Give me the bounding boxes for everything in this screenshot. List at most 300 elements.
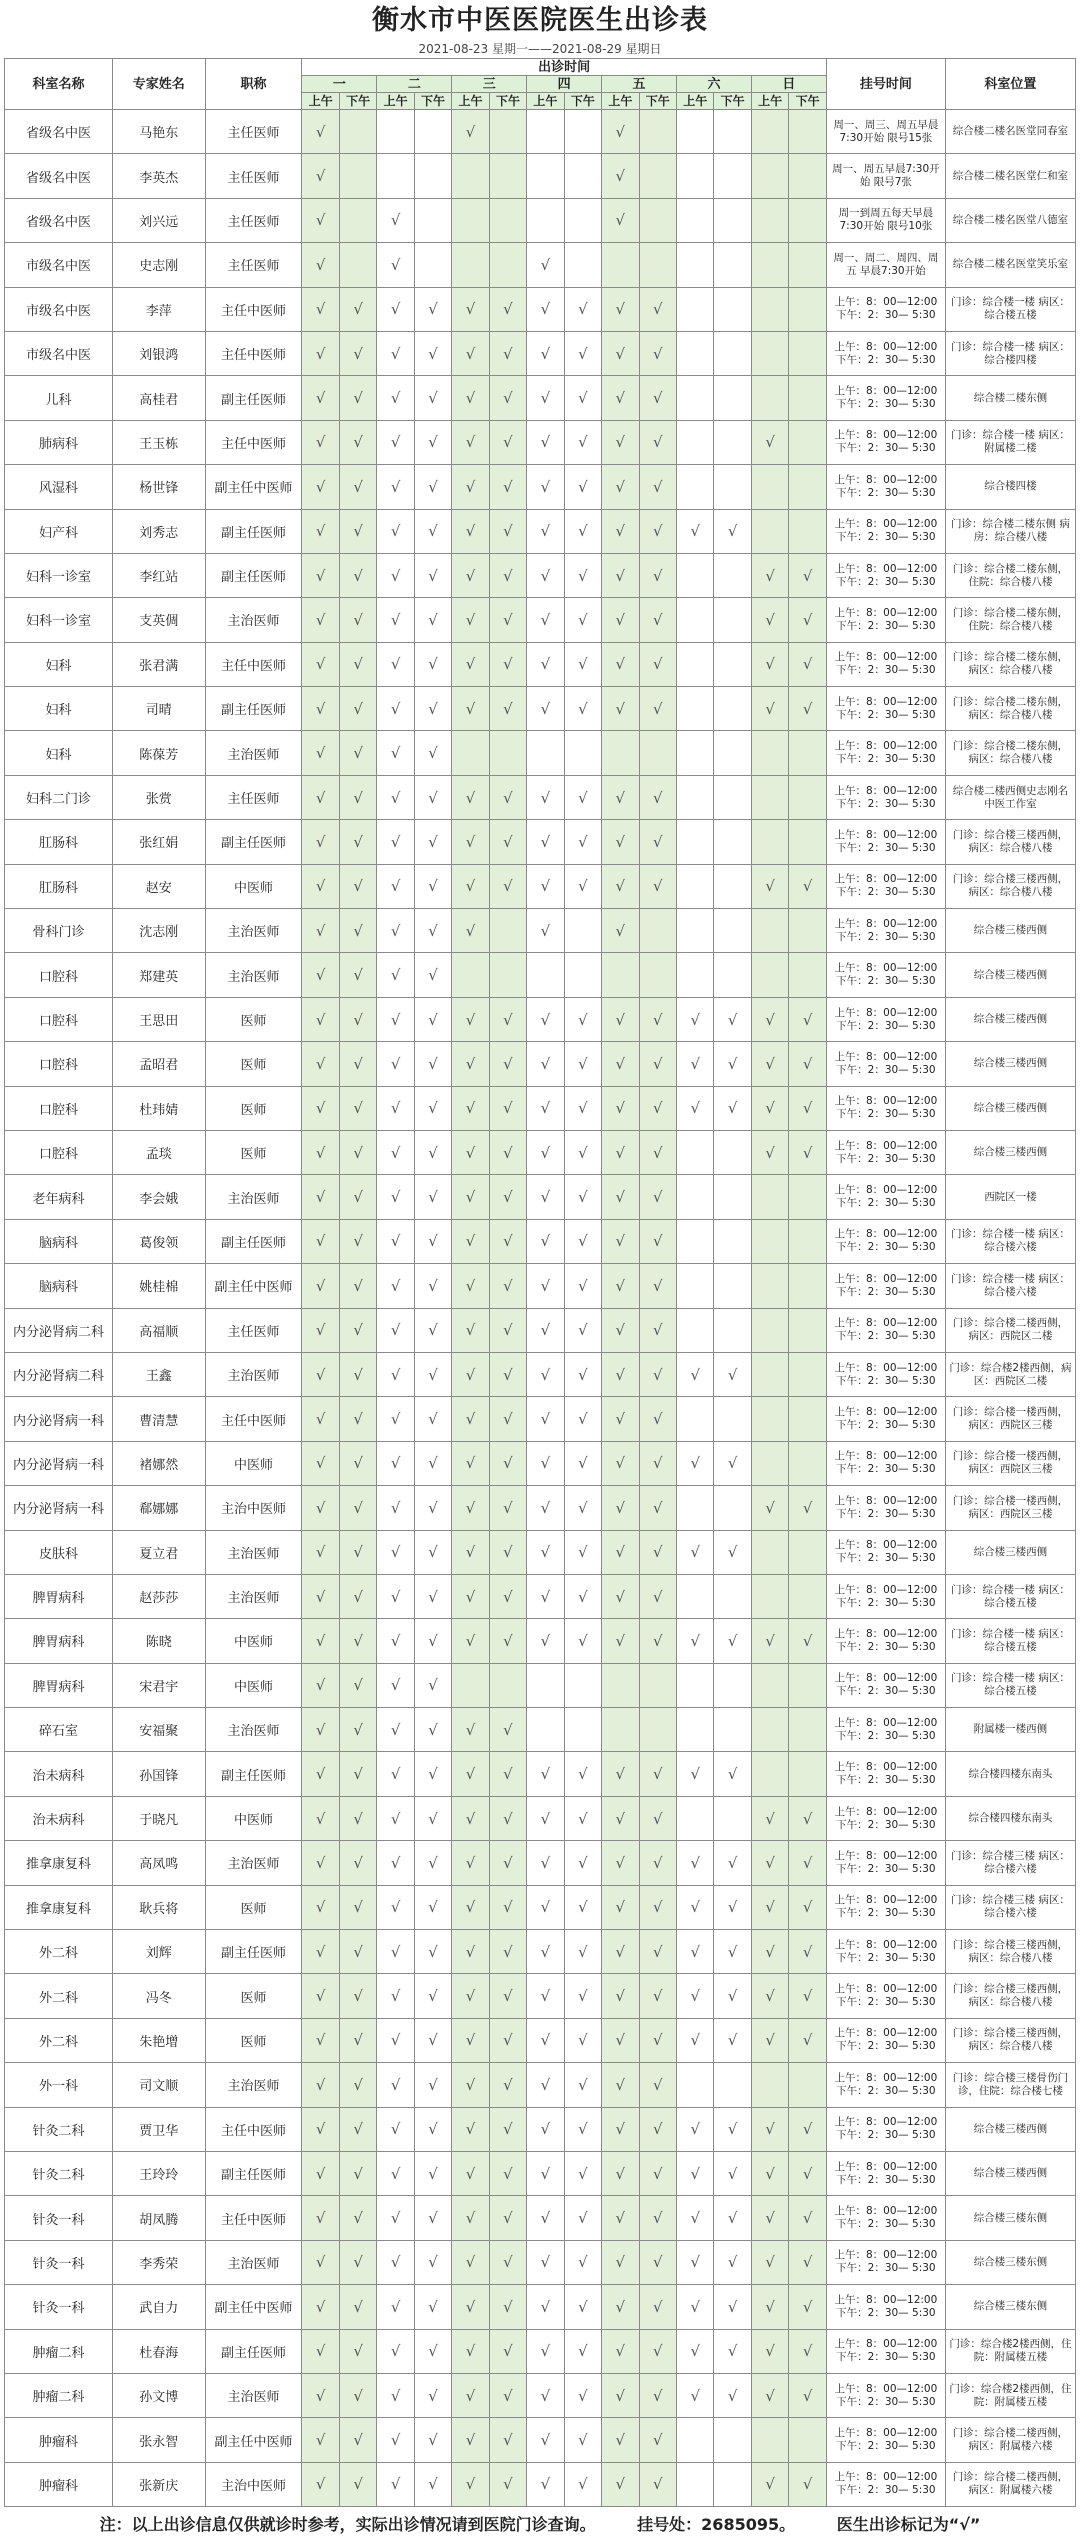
slot-cell [714,2063,751,2107]
check-mark: √ [527,1086,564,1130]
doctor-name-cell: 司文顺 [112,2063,205,2107]
table-row [5,1042,1076,1086]
slot-cell [714,287,751,331]
check-mark: √ [302,1752,339,1796]
table-row [5,2462,1076,2506]
slot-cell [789,509,827,553]
slot-cell [677,687,714,731]
morning-header: 上午 [452,93,489,110]
check-mark: √ [639,1486,676,1530]
check-mark: √ [527,1796,564,1840]
slot-cell [714,1130,751,1174]
slot-cell [714,198,751,242]
check-mark: √ [677,1441,714,1485]
slot-cell [677,420,714,464]
check-mark: √ [452,687,489,731]
check-mark: √ [564,1352,601,1396]
check-mark: √ [452,775,489,819]
table-row [5,687,1076,731]
check-mark: √ [339,820,376,864]
rank-cell: 副主任医师 [205,2151,302,2195]
check-mark: √ [452,1441,489,1485]
rank-cell: 主任医师 [205,198,302,242]
check-mark: √ [452,509,489,553]
check-mark: √ [489,2018,526,2062]
slot-cell [677,553,714,597]
check-mark: √ [527,775,564,819]
check-mark: √ [602,687,639,731]
check-mark: √ [452,1175,489,1219]
reg-time-cell: 上午：8：00—12:00 下午：2：30— 5:30 [826,1974,945,2018]
check-mark: √ [564,598,601,642]
slot-cell [714,331,751,375]
check-mark: √ [339,2018,376,2062]
rank-cell: 主任中医师 [205,1397,302,1441]
doctor-name-cell: 高桂君 [112,376,205,420]
check-mark: √ [489,2462,526,2506]
location-cell: 综合楼二楼东侧 [945,376,1075,420]
slot-cell [751,1397,788,1441]
slot-cell [714,2418,751,2462]
check-mark: √ [339,1486,376,1530]
dept-cell: 针灸一科 [5,2240,113,2284]
check-mark: √ [339,1308,376,1352]
location-cell: 综合楼二楼名医堂笑乐室 [945,243,1075,287]
dept-cell: 脾胃病科 [5,1574,113,1618]
rank-cell: 主任医师 [205,775,302,819]
slot-cell [677,953,714,997]
check-mark: √ [377,642,414,686]
check-mark: √ [302,2107,339,2151]
check-mark: √ [452,2373,489,2417]
doctor-name-cell: 武自力 [112,2285,205,2329]
check-mark: √ [302,953,339,997]
check-mark: √ [452,1219,489,1263]
dept-cell: 内分泌肾病一科 [5,1441,113,1485]
check-mark: √ [414,2196,451,2240]
check-mark: √ [751,2285,788,2329]
check-mark: √ [414,376,451,420]
doctor-name-cell: 支英倜 [112,598,205,642]
slot-cell [564,154,601,198]
check-mark: √ [751,1130,788,1174]
check-mark: √ [414,2063,451,2107]
check-mark: √ [639,2240,676,2284]
check-mark: √ [302,1619,339,1663]
check-mark: √ [602,376,639,420]
check-mark: √ [564,2063,601,2107]
dept-cell: 外一科 [5,2063,113,2107]
check-mark: √ [602,1841,639,1885]
check-mark: √ [489,2196,526,2240]
location-cell: 门诊：综合楼2楼西侧，病区：西院区二楼 [945,1352,1075,1396]
doctor-name-cell: 宋君宇 [112,1663,205,1707]
slot-cell [751,509,788,553]
check-mark: √ [527,2418,564,2462]
check-mark: √ [452,1264,489,1308]
slot-cell [677,820,714,864]
check-mark: √ [414,1219,451,1263]
check-mark: √ [677,2373,714,2417]
check-mark: √ [527,1130,564,1174]
check-mark: √ [452,331,489,375]
doctor-name-cell: 高凤鸣 [112,1841,205,1885]
slot-cell [751,775,788,819]
table-row [5,1397,1076,1441]
slot-cell [639,243,676,287]
slot-cell [527,953,564,997]
check-mark: √ [377,2151,414,2195]
slot-cell [714,376,751,420]
rank-cell: 主任中医师 [205,287,302,331]
check-mark: √ [377,1264,414,1308]
check-mark: √ [639,1042,676,1086]
slot-cell [751,110,788,154]
check-mark: √ [414,2285,451,2329]
reg-time-cell: 上午：8：00—12:00 下午：2：30— 5:30 [826,775,945,819]
doctor-name-cell: 杜春海 [112,2329,205,2373]
check-mark: √ [527,1441,564,1485]
table-row [5,775,1076,819]
check-mark: √ [302,1841,339,1885]
check-mark: √ [564,509,601,553]
slot-cell [677,1574,714,1618]
check-mark: √ [377,198,414,242]
doctor-name-cell: 曹清慧 [112,1397,205,1441]
doctor-name-cell: 孙文博 [112,2373,205,2417]
check-mark: √ [714,1086,751,1130]
dept-cell: 治未病科 [5,1752,113,1796]
check-mark: √ [377,2240,414,2284]
doctor-name-cell: 沈志刚 [112,909,205,953]
check-mark: √ [489,1219,526,1263]
check-mark: √ [489,2240,526,2284]
location-cell: 门诊：综合楼三楼 病区：综合楼六楼 [945,1885,1075,1929]
check-mark: √ [751,598,788,642]
reg-time-cell: 上午：8：00—12:00 下午：2：30— 5:30 [826,1885,945,1929]
slot-cell [789,1219,827,1263]
check-mark: √ [302,2018,339,2062]
reg-time-cell: 上午：8：00—12:00 下午：2：30— 5:30 [826,1352,945,1396]
check-mark: √ [452,1841,489,1885]
rank-cell: 中医师 [205,1619,302,1663]
check-mark: √ [677,1841,714,1885]
table-row [5,642,1076,686]
check-mark: √ [414,1841,451,1885]
rank-cell: 主治医师 [205,1708,302,1752]
slot-cell [677,154,714,198]
rank-cell: 主治医师 [205,953,302,997]
doctor-name-cell: 郑建英 [112,953,205,997]
slot-cell [602,243,639,287]
check-mark: √ [564,1130,601,1174]
check-mark: √ [452,1486,489,1530]
check-mark: √ [602,1752,639,1796]
check-mark: √ [339,1752,376,1796]
check-mark: √ [602,2018,639,2062]
doctor-name-cell: 葛俊领 [112,1219,205,1263]
reg-time-cell: 上午：8：00—12:00 下午：2：30— 5:30 [826,1796,945,1840]
check-mark: √ [414,1308,451,1352]
check-mark: √ [714,2329,751,2373]
check-mark: √ [377,2107,414,2151]
slot-cell [677,376,714,420]
table-row [5,1486,1076,1530]
check-mark: √ [751,420,788,464]
check-mark: √ [377,1175,414,1219]
rank-cell: 医师 [205,1086,302,1130]
check-mark: √ [639,1308,676,1352]
location-cell: 综合楼二楼西侧史志刚名中医工作室 [945,775,1075,819]
check-mark: √ [377,2018,414,2062]
rank-cell: 主治医师 [205,2373,302,2417]
slot-cell [789,1574,827,1618]
location-cell: 综合楼三楼西侧 [945,2107,1075,2151]
check-mark: √ [527,2240,564,2284]
check-mark: √ [527,2107,564,2151]
day-header: 一 [302,76,377,93]
slot-cell [789,420,827,464]
slot-cell [452,953,489,997]
check-mark: √ [602,2373,639,2417]
dept-cell: 省级名中医 [5,154,113,198]
dept-cell: 老年病科 [5,1175,113,1219]
check-mark: √ [639,1796,676,1840]
check-mark: √ [751,553,788,597]
check-mark: √ [414,1441,451,1485]
check-mark: √ [452,642,489,686]
check-mark: √ [302,2418,339,2462]
dept-cell: 推拿康复科 [5,1885,113,1929]
slot-cell [714,953,751,997]
check-mark: √ [377,775,414,819]
check-mark: √ [602,331,639,375]
check-mark: √ [489,1352,526,1396]
check-mark: √ [789,1885,827,1929]
slot-cell [789,2063,827,2107]
check-mark: √ [602,420,639,464]
check-mark: √ [489,1796,526,1840]
table-row [5,953,1076,997]
check-mark: √ [452,1397,489,1441]
check-mark: √ [489,331,526,375]
check-mark: √ [677,2329,714,2373]
check-mark: √ [452,2285,489,2329]
check-mark: √ [714,1619,751,1663]
slot-cell [677,331,714,375]
dept-cell: 脑病科 [5,1219,113,1263]
reg-time-cell: 上午：8：00—12:00 下午：2：30— 5:30 [826,2063,945,2107]
check-mark: √ [677,2018,714,2062]
slot-cell [414,243,451,287]
check-mark: √ [527,509,564,553]
location-cell: 门诊：综合楼三楼 病区：综合楼六楼 [945,1841,1075,1885]
rank-cell: 主治中医师 [205,1486,302,1530]
check-mark: √ [751,1885,788,1929]
check-mark: √ [452,1574,489,1618]
slot-cell [751,820,788,864]
check-mark: √ [339,1619,376,1663]
afternoon-header: 下午 [714,93,751,110]
check-mark: √ [377,1308,414,1352]
check-mark: √ [339,1663,376,1707]
slot-cell [677,775,714,819]
doctor-name-cell: 陈葆芳 [112,731,205,775]
slot-cell [564,110,601,154]
slot-cell [714,1219,751,1263]
dept-cell: 针灸一科 [5,2285,113,2329]
check-mark: √ [564,820,601,864]
check-mark: √ [602,642,639,686]
check-mark: √ [751,2240,788,2284]
check-mark: √ [414,1619,451,1663]
table-row [5,864,1076,908]
header-dept: 科室名称 [5,59,113,110]
check-mark: √ [714,2240,751,2284]
check-mark: √ [527,1175,564,1219]
slot-cell [751,154,788,198]
location-cell: 门诊：综合楼一楼 病区：综合楼四楼 [945,331,1075,375]
check-mark: √ [339,909,376,953]
check-mark: √ [377,1219,414,1263]
slot-cell [751,1175,788,1219]
check-mark: √ [302,864,339,908]
check-mark: √ [339,1042,376,1086]
rank-cell: 医师 [205,997,302,1041]
check-mark: √ [639,2151,676,2195]
table-row [5,1841,1076,1885]
slot-cell [677,731,714,775]
table-row [5,1708,1076,1752]
check-mark: √ [527,2018,564,2062]
table-row [5,1974,1076,2018]
check-mark: √ [602,598,639,642]
check-mark: √ [789,1796,827,1840]
check-mark: √ [564,2196,601,2240]
dept-cell: 风湿科 [5,465,113,509]
dept-cell: 口腔科 [5,1086,113,1130]
slot-cell [789,1530,827,1574]
check-mark: √ [789,2151,827,2195]
doctor-name-cell: 王玲玲 [112,2151,205,2195]
check-mark: √ [564,1042,601,1086]
location-cell: 门诊：综合楼二楼东侧，住院：综合楼八楼 [945,553,1075,597]
check-mark: √ [527,2196,564,2240]
check-mark: √ [527,1885,564,1929]
slot-cell [751,1219,788,1263]
reg-time-cell: 上午：8：00—12:00 下午：2：30— 5:30 [826,642,945,686]
slot-cell [714,243,751,287]
check-mark: √ [639,331,676,375]
check-mark: √ [414,909,451,953]
slot-cell [677,1486,714,1530]
slot-cell [339,154,376,198]
slot-cell [789,820,827,864]
check-mark: √ [639,775,676,819]
dept-cell: 妇科 [5,642,113,686]
dept-cell: 脾胃病科 [5,1663,113,1707]
check-mark: √ [677,1974,714,2018]
slot-cell [677,1175,714,1219]
check-mark: √ [414,1974,451,2018]
check-mark: √ [602,2329,639,2373]
check-mark: √ [302,1796,339,1840]
check-mark: √ [527,2373,564,2417]
slot-cell [602,1708,639,1752]
slot-cell [339,243,376,287]
slot-cell [564,243,601,287]
check-mark: √ [564,553,601,597]
check-mark: √ [602,2240,639,2284]
location-cell: 附属楼一楼西侧 [945,1708,1075,1752]
check-mark: √ [527,909,564,953]
check-mark: √ [377,687,414,731]
check-mark: √ [414,1130,451,1174]
location-cell: 门诊：综合楼三楼骨伤门诊，住院：综合楼七楼 [945,2063,1075,2107]
check-mark: √ [339,2063,376,2107]
dept-cell: 外二科 [5,1974,113,2018]
check-mark: √ [414,2462,451,2506]
check-mark: √ [602,1486,639,1530]
check-mark: √ [751,1086,788,1130]
check-mark: √ [377,2373,414,2417]
check-mark: √ [527,331,564,375]
slot-cell [789,909,827,953]
check-mark: √ [602,2151,639,2195]
check-mark: √ [339,1885,376,1929]
slot-cell [489,953,526,997]
location-cell: 门诊：综合楼2楼西侧，住院：附属楼五楼 [945,2373,1075,2417]
check-mark: √ [452,2196,489,2240]
reg-time-cell: 上午：8：00—12:00 下午：2：30— 5:30 [826,1308,945,1352]
dept-cell: 针灸一科 [5,2196,113,2240]
dept-cell: 肛肠科 [5,864,113,908]
doctor-name-cell: 张红娟 [112,820,205,864]
reg-time-cell: 上午：8：00—12:00 下午：2：30— 5:30 [826,687,945,731]
check-mark: √ [339,864,376,908]
check-mark: √ [639,376,676,420]
slot-cell [751,1352,788,1396]
check-mark: √ [489,864,526,908]
check-mark: √ [602,1796,639,1840]
reg-time-cell: 上午：8：00—12:00 下午：2：30— 5:30 [826,1130,945,1174]
table-row [5,110,1076,154]
reg-time-cell: 上午：8：00—12:00 下午：2：30— 5:30 [826,953,945,997]
check-mark: √ [564,775,601,819]
table-row [5,2373,1076,2417]
check-mark: √ [377,997,414,1041]
slot-cell [751,1574,788,1618]
check-mark: √ [789,1086,827,1130]
reg-time-cell: 上午：8：00—12:00 下午：2：30— 5:30 [826,598,945,642]
table-row [5,1752,1076,1796]
check-mark: √ [564,287,601,331]
check-mark: √ [602,775,639,819]
slot-cell [414,154,451,198]
check-mark: √ [489,2285,526,2329]
check-mark: √ [714,1885,751,1929]
check-mark: √ [602,2107,639,2151]
check-mark: √ [302,331,339,375]
check-mark: √ [414,420,451,464]
location-cell: 门诊：综合楼三楼西侧，病区：综合楼八楼 [945,820,1075,864]
check-mark: √ [489,2329,526,2373]
footer [0,2505,1080,2545]
afternoon-header: 下午 [564,93,601,110]
check-mark: √ [377,553,414,597]
check-mark: √ [639,465,676,509]
check-mark: √ [339,376,376,420]
